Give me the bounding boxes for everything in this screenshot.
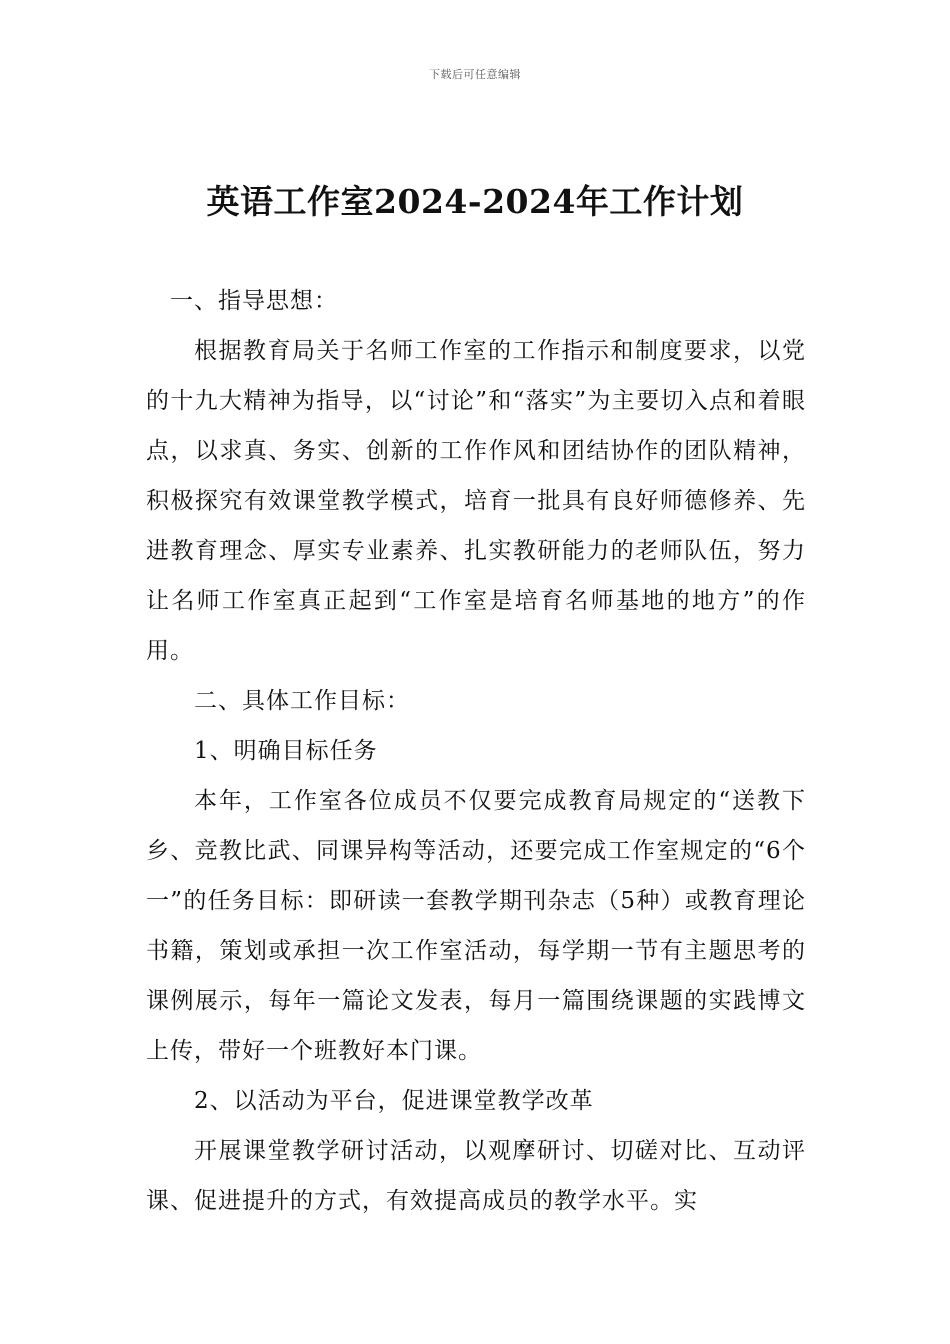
paragraph-activity-platform: 开展课堂教学研讨活动，以观摩研讨、切磋对比、互动评课、促进提升的方式，有效提高成员的教学水平。实 (146, 1138, 806, 1214)
subheading-clear-goals: 1、明确目标任务 (194, 738, 378, 764)
section-heading-guiding-thought: 一、指导思想： (170, 288, 338, 314)
section-heading-work-goals: 二、具体工作目标： (194, 688, 410, 714)
document-body (146, 276, 806, 1226)
document-title: 英语工作室2024-2024年工作计划 (206, 182, 744, 221)
page-header-note: 下载后可任意编辑 (429, 68, 521, 81)
subheading-activity-platform: 2、以活动为平台，促进课堂教学改革 (194, 1088, 594, 1114)
paragraph-guiding-thought: 根据教育局关于名师工作室的工作指示和制度要求，以党的十九大精神为指导，以“讨论”和“落实”为主要切入点和着眼点，以求真、务实、创新的工作作风和团结协作的团队精神，积极探究有效课堂教学模式，培育一批具有良好师德修养、先进教育理念、厚实专业素养、扎实教研能力的老师队伍，努力让名师工作室真正起到“工作室是培育名师基地的地方”的作用。 (146, 338, 806, 664)
paragraph-clear-goals: 本年，工作室各位成员不仅要完成教育局规定的“送教下乡、竞教比武、同课异构等活动，还要完成工作室规定的“6个一”的任务目标：即研读一套教学期刊杂志（5种）或教育理论书籍，策划或承担一次工作室活动，每学期一节有主题思考的课例展示，每年一篇论文发表，每月一篇围绕课题的实践博文上传，带好一个班教好本门课。 (146, 788, 806, 1064)
